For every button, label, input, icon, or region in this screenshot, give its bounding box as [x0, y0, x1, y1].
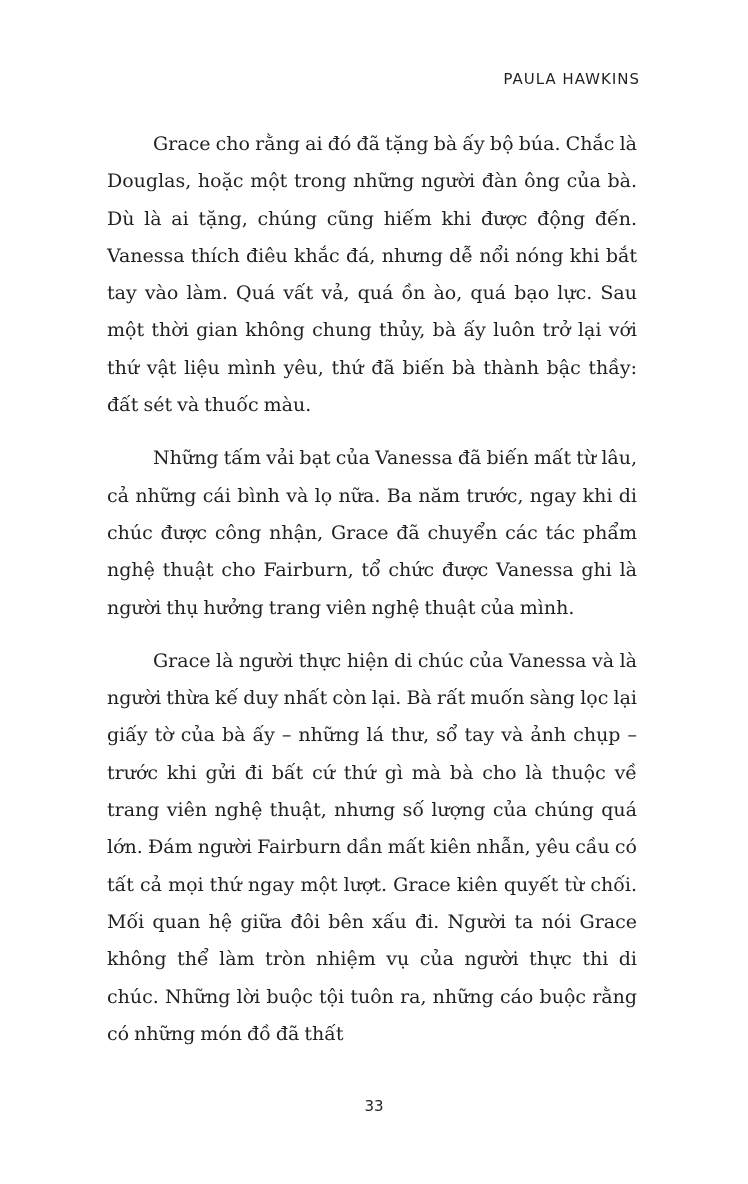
- running-header: PAULA HAWKINS: [503, 70, 640, 88]
- body-text: [107, 126, 637, 1069]
- page-number: 33: [364, 1097, 384, 1115]
- paragraph-1: Grace cho rằng ai đó đã tặng bà ấy bộ búa. Chắc là Douglas, hoặc một trong những người đàn ông của bà. Dù là ai tặng, chúng cũng hiếm khi được động đến. Vanessa thích điêu khắc đá, nhưng dễ nổi nóng khi bắt tay vào làm. Quá vất vả, quá ồn ào, quá bạo lực. Sau một thời gian không chung thủy, bà ấy luôn trở lại với thứ vật liệu mình yêu, thứ đã biến bà thành bậc thầy: đất sét và thuốc màu.: [107, 133, 637, 417]
- paragraph-2: Những tấm vải bạt của Vanessa đã biến mất từ lâu, cả những cái bình và lọ nữa. Ba năm trước, ngay khi di chúc được công nhận, Grace đã chuyển các tác phẩm nghệ thuật cho Fairburn, tổ chức được Vanessa ghi là người thụ hưởng trang viên nghệ thuật của mình.: [107, 447, 637, 619]
- paragraph-3: Grace là người thực hiện di chúc của Vanessa và là người thừa kế duy nhất còn lại. Bà rất muốn sàng lọc lại giấy tờ của bà ấy – những lá thư, sổ tay và ảnh chụp – trước khi gửi đi bất cứ thứ gì mà bà cho là thuộc về trang viên nghệ thuật, nhưng số lượng của chúng quá lớn. Đám người Fairburn dần mất kiên nhẫn, yêu cầu có tất cả mọi thứ ngay một lượt. Grace kiên quyết từ chối. Mối quan hệ giữa đôi bên xấu đi. Người ta nói Grace không thể làm tròn nhiệm vụ của người thực thi di chúc. Những lời buộc tội tuôn ra, những cáo buộc rằng có những món đồ đã thất: [107, 649, 637, 1045]
